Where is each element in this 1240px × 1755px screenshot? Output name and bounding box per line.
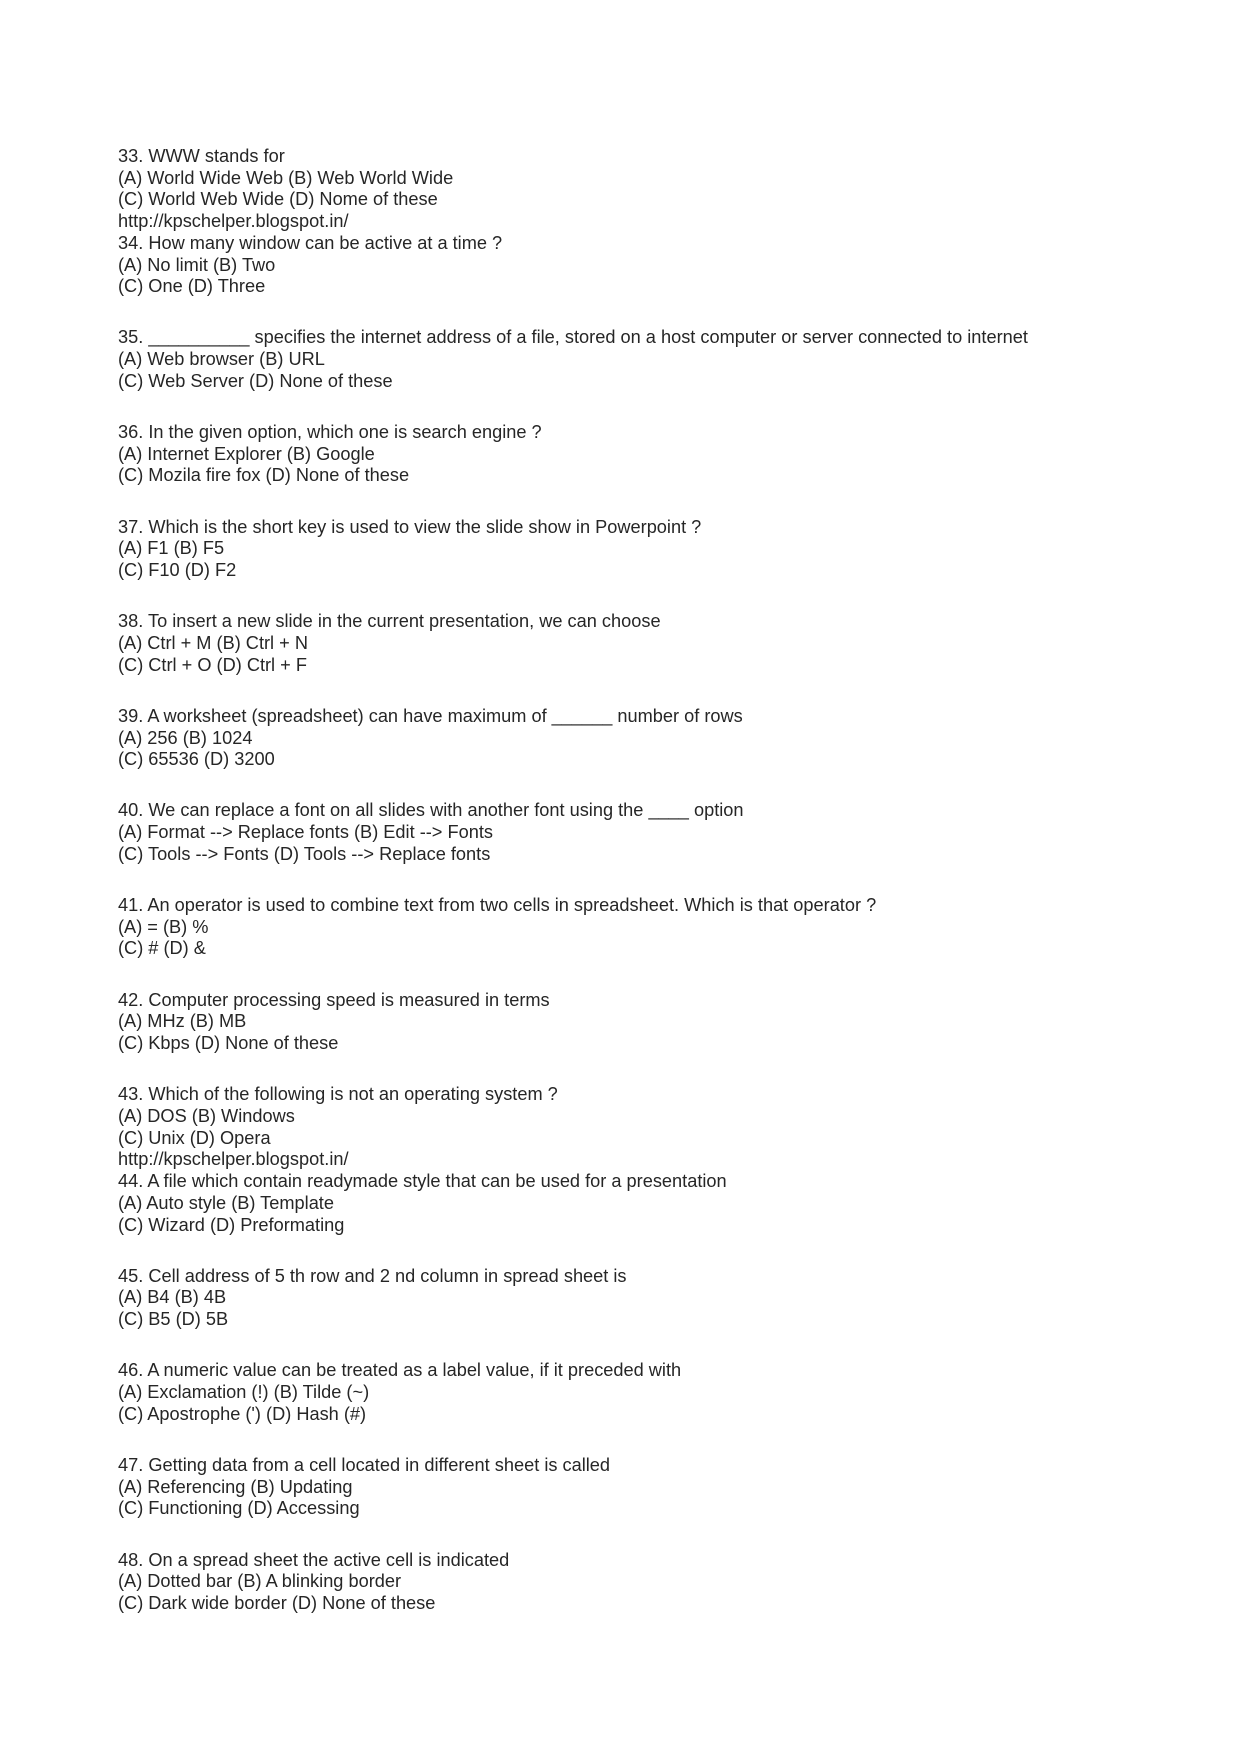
question-block-35 [118,327,1198,392]
question-text: 35. __________ specifies the internet address of a file, stored on a host computer or server connected to internet [118,327,1028,348]
question-block-43 [118,1084,1198,1171]
question-block-45 [118,1266,1198,1331]
options-cd: (C) World Web Wide (D) Nome of these [118,189,438,210]
options-ab: (A) Web browser (B) URL [118,349,325,370]
question-block-40 [118,800,1198,865]
question-block-42 [118,990,1198,1055]
question-block-38 [118,611,1198,676]
options-ab: (A) Dotted bar (B) A blinking border [118,1571,402,1592]
question-block-41 [118,895,1198,960]
question-text: 37. Which is the short key is used to view the slide show in Powerpoint ? [118,516,702,537]
options-cd: (C) Tools --> Fonts (D) Tools --> Replace fonts [118,843,491,864]
question-block-39 [118,706,1198,771]
options-cd: (C) Wizard (D) Preformating [118,1214,345,1235]
question-text: 43. Which of the following is not an operating system ? [118,1084,558,1105]
question-block-33 [118,146,1198,233]
options-ab: (A) Exclamation (!) (B) Tilde (~) [118,1382,370,1403]
question-block-48 [118,1550,1198,1615]
options-ab: (A) F1 (B) F5 [118,538,225,559]
options-cd: (C) 65536 (D) 3200 [118,749,275,770]
options-ab: (A) No limit (B) Two [118,254,276,275]
question-text: 46. A numeric value can be treated as a label value, if it preceded with [118,1360,682,1381]
options-cd: (C) Dark wide border (D) None of these [118,1592,436,1613]
question-block-44 [118,1171,1198,1236]
question-text: 45. Cell address of 5 th row and 2 nd column in spread sheet is [118,1265,627,1286]
question-text: 36. In the given option, which one is search engine ? [118,422,542,443]
question-text: 42. Computer processing speed is measured in terms [118,989,550,1010]
options-ab: (A) World Wide Web (B) Web World Wide [118,167,454,188]
question-text: 41. An operator is used to combine text from two cells in spreadsheet. Which is that operator ? [118,895,877,916]
question-text: 34. How many window can be active at a time ? [118,232,503,253]
options-ab: (A) = (B) % [118,916,209,937]
question-block-37 [118,517,1198,582]
options-cd: (C) One (D) Three [118,276,266,297]
options-cd: (C) F10 (D) F2 [118,560,237,581]
options-cd: (C) Kbps (D) None of these [118,1033,339,1054]
options-ab: (A) Format --> Replace fonts (B) Edit --> Fonts [118,822,493,843]
question-block-46 [118,1360,1198,1425]
question-text: 39. A worksheet (spreadsheet) can have maximum of ______ number of rows [118,705,743,726]
question-text: 44. A file which contain readymade style that can be used for a presentation [118,1171,727,1192]
options-ab: (A) Auto style (B) Template [118,1192,334,1213]
question-text: 33. WWW stands for [118,146,285,166]
document-page [118,146,1198,1615]
source-link: http://kpschelper.blogspot.in/ [118,1149,349,1170]
question-block-34 [118,233,1198,298]
options-ab: (A) B4 (B) 4B [118,1287,227,1308]
options-ab: (A) 256 (B) 1024 [118,727,253,748]
options-cd: (C) B5 (D) 5B [118,1309,229,1330]
options-ab: (A) MHz (B) MB [118,1011,247,1032]
options-cd: (C) # (D) & [118,938,206,959]
options-cd: (C) Functioning (D) Accessing [118,1498,360,1519]
options-cd: (C) Unix (D) Opera [118,1127,271,1148]
options-cd: (C) Mozila fire fox (D) None of these [118,465,410,486]
options-cd: (C) Web Server (D) None of these [118,370,393,391]
options-ab: (A) Ctrl + M (B) Ctrl + N [118,632,308,653]
question-text: 48. On a spread sheet the active cell is indicated [118,1549,510,1570]
options-ab: (A) Referencing (B) Updating [118,1476,353,1497]
options-ab: (A) Internet Explorer (B) Google [118,443,375,464]
source-link: http://kpschelper.blogspot.in/ [118,211,349,232]
question-text: 47. Getting data from a cell located in different sheet is called [118,1454,611,1475]
options-cd: (C) Apostrophe (') (D) Hash (#) [118,1403,367,1424]
question-text: 40. We can replace a font on all slides with another font using the ____ option [118,800,744,821]
options-cd: (C) Ctrl + O (D) Ctrl + F [118,654,307,675]
question-text: 38. To insert a new slide in the current presentation, we can choose [118,611,661,632]
question-block-36 [118,422,1198,487]
question-block-47 [118,1455,1198,1520]
options-ab: (A) DOS (B) Windows [118,1106,295,1126]
